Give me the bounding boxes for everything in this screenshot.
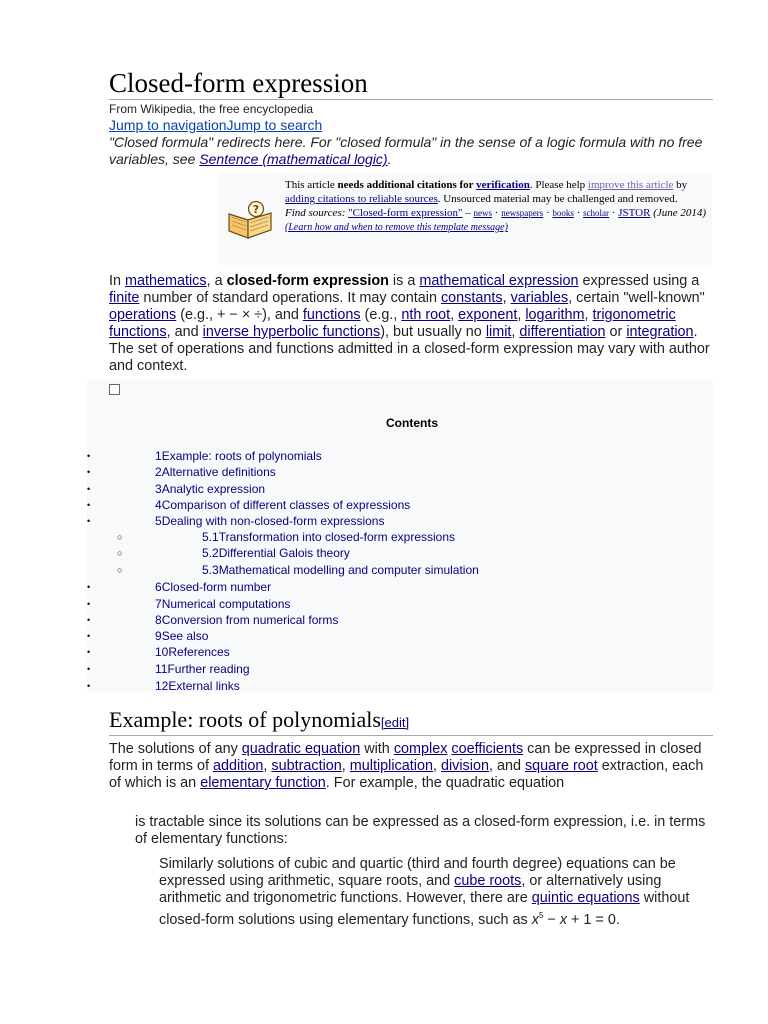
toc-item-7[interactable] — [155, 597, 290, 611]
improve-article-link[interactable]: improve this article — [587, 179, 674, 191]
jump-links — [109, 117, 322, 133]
variables-link[interactable]: variables — [510, 290, 569, 306]
toc-number: 8 — [155, 613, 162, 627]
toc-bullet: • — [87, 615, 91, 625]
toc-text: Analytic expression — [161, 482, 266, 496]
logarithm-link[interactable]: logarithm — [525, 307, 585, 323]
newspapers-link[interactable]: newspapers — [501, 208, 544, 218]
separator: · — [609, 207, 619, 219]
toc-number: 9 — [155, 629, 162, 643]
learn-how-link[interactable]: (Learn how and when to remove this template message) — [285, 222, 508, 233]
page-title: Closed-form expression — [109, 68, 368, 98]
jump-to-search-link[interactable]: Jump to search — [226, 117, 323, 133]
toc-item-6[interactable] — [155, 580, 271, 594]
toc-sub-bullet: ○ — [117, 548, 123, 558]
toc-number: 3 — [155, 482, 162, 496]
toc-number: 12 — [155, 679, 169, 693]
toc-bullet: • — [87, 467, 91, 477]
toc-text: Further reading — [167, 662, 250, 676]
section-divider — [109, 735, 713, 736]
svg-text:?: ? — [252, 203, 260, 216]
toc-sub-bullet: ○ — [117, 565, 123, 575]
constants-link[interactable]: constants — [440, 290, 503, 306]
site-tagline: From Wikipedia, the free encyclopedia — [109, 102, 314, 116]
toc-item-1[interactable] — [155, 449, 322, 463]
notice-text: . Unsourced material may be challenged and removed. — [437, 193, 678, 205]
toc-bullet: • — [87, 681, 91, 691]
notice-text: by — [673, 179, 688, 191]
exponent-link[interactable]: exponent — [458, 307, 518, 323]
toc-number: 5 — [155, 514, 162, 528]
complex-link[interactable]: complex — [393, 741, 448, 757]
toc-text: Example: roots of polynomials — [161, 449, 322, 463]
coefficients-link[interactable]: coefficients — [451, 741, 524, 757]
toc-bullet: • — [87, 451, 91, 461]
section-heading-text: Example: roots of polynomials — [109, 707, 381, 732]
functions-link[interactable]: functions — [302, 307, 361, 323]
toc-item-4[interactable] — [155, 498, 410, 512]
notice-text: . Please help — [529, 179, 588, 191]
division-link[interactable]: division — [440, 758, 489, 774]
toc-text: Transformation into closed-form expressions — [218, 530, 456, 544]
toc-toggle-checkbox[interactable] — [109, 384, 120, 395]
multiplication-link[interactable]: multiplication — [349, 758, 433, 774]
toc-text: External links — [168, 679, 240, 693]
trigonometric-functions-link[interactable]: trigonometric functions — [109, 307, 676, 340]
section-paragraph-1: The solutions of any quadratic equation with complex coefficients can be expressed in closed form in terms of addition, subtraction, multiplication, division, and square root extraction, each of which is an elementary function. For example, the quadratic equation — [109, 741, 704, 791]
toc-bullet: • — [87, 516, 91, 526]
finite-link[interactable]: finite — [109, 290, 140, 306]
jstor-link[interactable]: JSTOR — [618, 207, 651, 219]
toc-item-5-2[interactable] — [202, 546, 350, 560]
mathematics-link[interactable]: mathematics — [125, 273, 207, 289]
toc-number: 10 — [155, 645, 169, 659]
hatnote-text: "Closed formula" redirects here. For "closed formula" in the sense of a logic formula with no free variables, see — [109, 134, 703, 167]
operations-link[interactable]: operations — [109, 307, 177, 323]
elementary-function-link[interactable]: elementary function — [200, 775, 326, 791]
toc-bullet: • — [87, 664, 91, 674]
jump-to-navigation-link[interactable]: Jump to navigation — [109, 117, 227, 133]
toc-text: Mathematical modelling and computer simulation — [218, 563, 479, 577]
toc-item-5[interactable] — [155, 514, 384, 528]
toc-bullet: • — [87, 500, 91, 510]
quintic-equations-link[interactable]: quintic equations — [531, 890, 640, 906]
toc-item-8[interactable] — [155, 613, 338, 627]
search-query-link[interactable]: "Closed-form expression" — [348, 207, 463, 219]
toc-bullet: • — [87, 599, 91, 609]
toc-item-12[interactable] — [155, 679, 240, 693]
news-link[interactable]: news — [473, 208, 493, 218]
toc-number: 5.3 — [202, 563, 219, 577]
subtraction-link[interactable]: subtraction — [271, 758, 342, 774]
toc-item-5-1[interactable] — [202, 530, 455, 544]
citation-notice-text — [285, 178, 707, 235]
toc-bullet: • — [87, 484, 91, 494]
toc-bullet: • — [87, 582, 91, 592]
book-question-icon — [226, 200, 276, 240]
toc-text: Alternative definitions — [161, 465, 276, 479]
toc-number: 4 — [155, 498, 162, 512]
notice-text: This article — [285, 179, 338, 191]
toc-text: References — [168, 645, 230, 659]
toc-number: 1 — [155, 449, 162, 463]
edit-section-link[interactable]: [edit] — [380, 715, 410, 730]
toc-text: Numerical computations — [161, 597, 291, 611]
toc-number: 5.2 — [202, 546, 219, 560]
toc-bullet: • — [87, 647, 91, 657]
notice-dash: – — [462, 207, 474, 219]
inverse-hyperbolic-functions-link[interactable]: inverse hyperbolic functions — [202, 324, 381, 340]
toc-heading: Contents — [386, 416, 438, 430]
addition-link[interactable]: addition — [212, 758, 264, 774]
section-paragraph-2: is tractable since its solutions can be expressed as a closed-form expression, i.e. in terms of elementary functions: — [135, 814, 706, 847]
nth-root-link[interactable]: nth root — [401, 307, 451, 323]
differentiation-link[interactable]: differentiation — [519, 324, 606, 340]
toc-number: 2 — [155, 465, 162, 479]
toc-text: Comparison of different classes of expressions — [161, 498, 411, 512]
toc-text: Closed-form number — [161, 580, 272, 594]
adding-citations-link[interactable]: adding citations to reliable sources — [285, 193, 438, 205]
toc-item-10[interactable] — [155, 645, 230, 659]
toc-number: 6 — [155, 580, 162, 594]
section-heading — [109, 707, 409, 733]
find-sources-label: Find sources: — [285, 207, 349, 219]
toc-item-2[interactable] — [155, 465, 276, 479]
toc-text: See also — [161, 629, 209, 643]
toc-text: Differential Galois theory — [218, 546, 350, 560]
separator: · — [573, 207, 584, 219]
toc-item-5-3[interactable] — [202, 563, 479, 577]
toc-sub-bullet: ○ — [117, 532, 123, 542]
books-link[interactable]: books — [552, 208, 574, 218]
toc-item-9[interactable] — [155, 629, 208, 643]
cube-roots-link[interactable]: cube roots — [454, 873, 522, 889]
section-paragraph-3: Similarly solutions of cubic and quartic (third and fourth degree) equations can be expressed using arithmetic, square roots, and cube roots, or alternatively using arithmetic and trigonometric functions. However, there are quintic equations without closed-form solutions using elementary functions, such as $x^5 - x + 1 = 0$. — [159, 856, 690, 928]
intro-paragraph: In mathematics, a closed-form expression is a mathematical expression expressed using a finite number of standard operations. It may contain constants, variables, certain "well-known" operations (e.g., + − × ÷), and functions (e.g., nth root, exponent, logarithm, trigonometric functions, and inverse hyperbolic functions), but usually no limit, differentiation or integration. The set of operations and functions admitted in a closed-form expression may vary with author and context. — [109, 273, 710, 374]
scholar-link[interactable]: scholar — [583, 208, 610, 218]
mathematical-expression-link[interactable]: mathematical expression — [419, 273, 579, 289]
toc-text: Conversion from numerical forms — [161, 613, 339, 627]
bold-term: closed-form expression — [226, 273, 389, 289]
toc-text: Dealing with non-closed-form expressions — [161, 514, 385, 528]
title-divider — [109, 99, 713, 100]
notice-bold-text: needs additional citations for — [337, 179, 477, 191]
hatnote — [109, 134, 709, 168]
quadratic-equation-link[interactable]: quadratic equation — [241, 741, 361, 757]
hatnote-link[interactable]: Sentence (mathematical logic) — [199, 151, 388, 167]
toc-number: 11 — [155, 662, 168, 676]
toc-item-11[interactable] — [155, 662, 250, 676]
hatnote-text-end: . — [387, 151, 392, 167]
separator: · — [543, 207, 553, 219]
toc-number: 7 — [155, 597, 162, 611]
square-root-link[interactable]: square root — [524, 758, 598, 774]
toc-number: 5.1 — [202, 530, 219, 544]
verification-link[interactable]: verification — [476, 179, 530, 191]
toc-bullet: • — [87, 631, 91, 641]
toc-item-3[interactable] — [155, 482, 265, 496]
notice-date: (June 2014) — [650, 207, 707, 219]
integration-link[interactable]: integration — [626, 324, 694, 340]
limit-link[interactable]: limit — [485, 324, 512, 340]
separator: · — [492, 207, 502, 219]
